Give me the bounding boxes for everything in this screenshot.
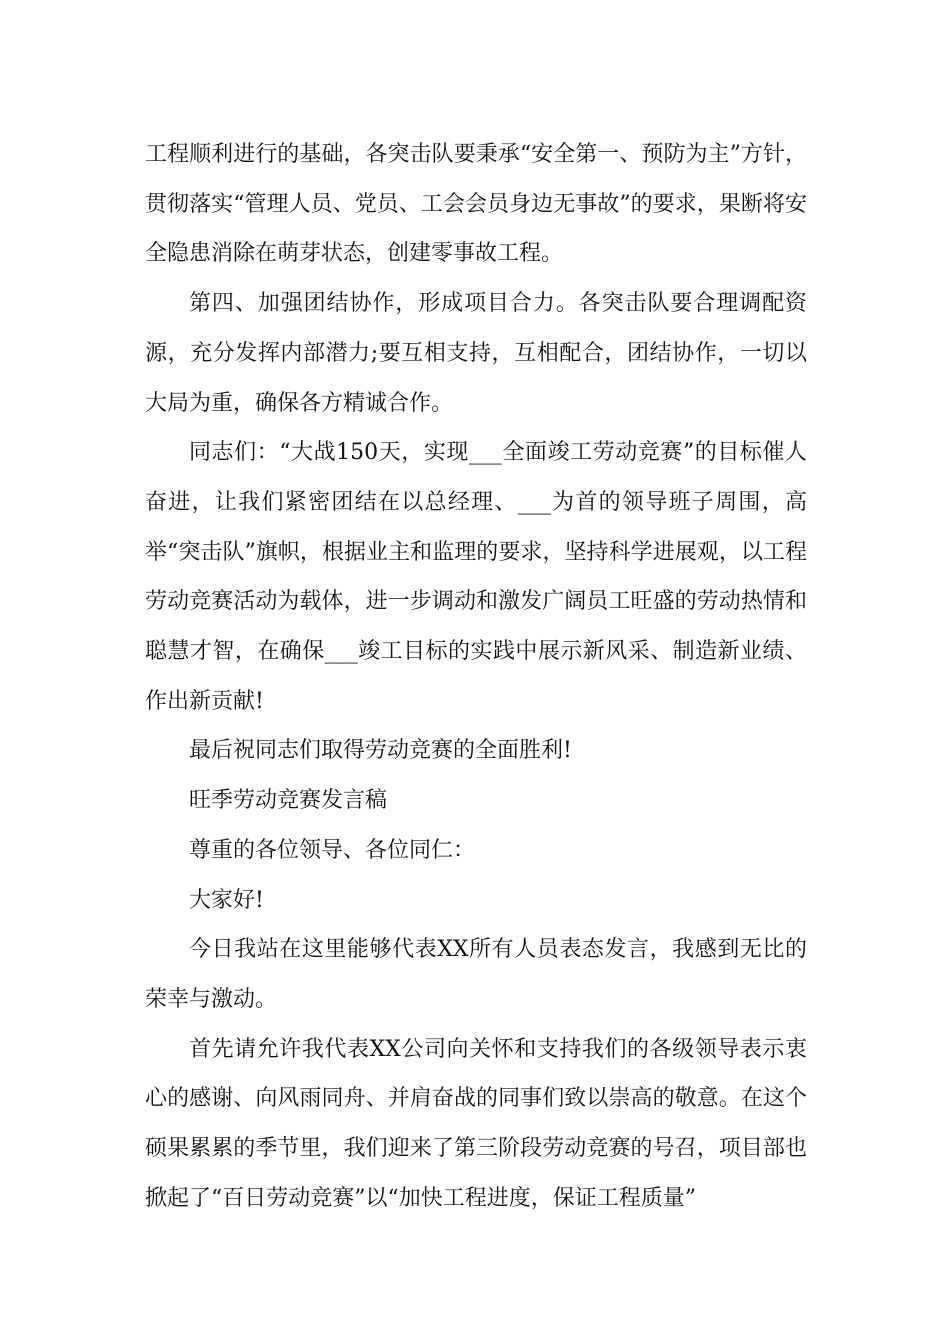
paragraph-closing-wish: 最后祝同志们取得劳动竞赛的全面胜利! xyxy=(189,738,572,764)
paragraph-thanks: 首先请允许我代表XX公司向关怀和支持我们的各级领导表示衷心的感谢、向风雨同舟、并肩奋战的同事们致以崇高的敬意。在这个硕果累累的季节里，我们迎来了第三阶段劳动竞赛的号召，项目部也掀起了“百日劳动竞赛”以“加快工程进度，保证工程质量” xyxy=(145,1036,807,1211)
speech-title: 旺季劳动竞赛发言稿 xyxy=(189,788,388,814)
document-body xyxy=(145,130,807,1223)
paragraph-safety: 工程顺利进行的基础，各突击队要秉承“安全第一、预防为主”方针，贯彻落实“管理人员、党员、工会会员身边无事故”的要求，果断将安全隐患消除在萌芽状态，创建零事故工程。 xyxy=(145,142,807,267)
speech-salutation: 尊重的各位领导、各位同仁： xyxy=(189,837,476,863)
speech-greeting: 大家好! xyxy=(189,887,264,913)
paragraph-fourth-point: 第四、加强团结协作，形成项目合力。各突击队要合理调配资源，充分发挥内部潜力;要互相支持，互相配合，团结协作，一切以大局为重，确保各方精诚合作。 xyxy=(145,291,807,416)
paragraph-honor: 今日我站在这里能够代表XX所有人员表态发言，我感到无比的荣幸与激动。 xyxy=(145,937,807,1012)
paragraph-comrades: 同志们：“大战150天，实现___全面竣工劳动竞赛”的目标催人奋进，让我们紧密团结在以总经理、___为首的领导班子周围，高举“突击队”旗帜，根据业主和监理的要求，坚持科学进展观，以工程劳动竞赛活动为载体，进一步调动和激发广阔员工旺盛的劳动热情和聪慧才智，在确保___竣工目标的实践中展示新风采、制造新业绩、作出新贡献! xyxy=(145,440,807,714)
